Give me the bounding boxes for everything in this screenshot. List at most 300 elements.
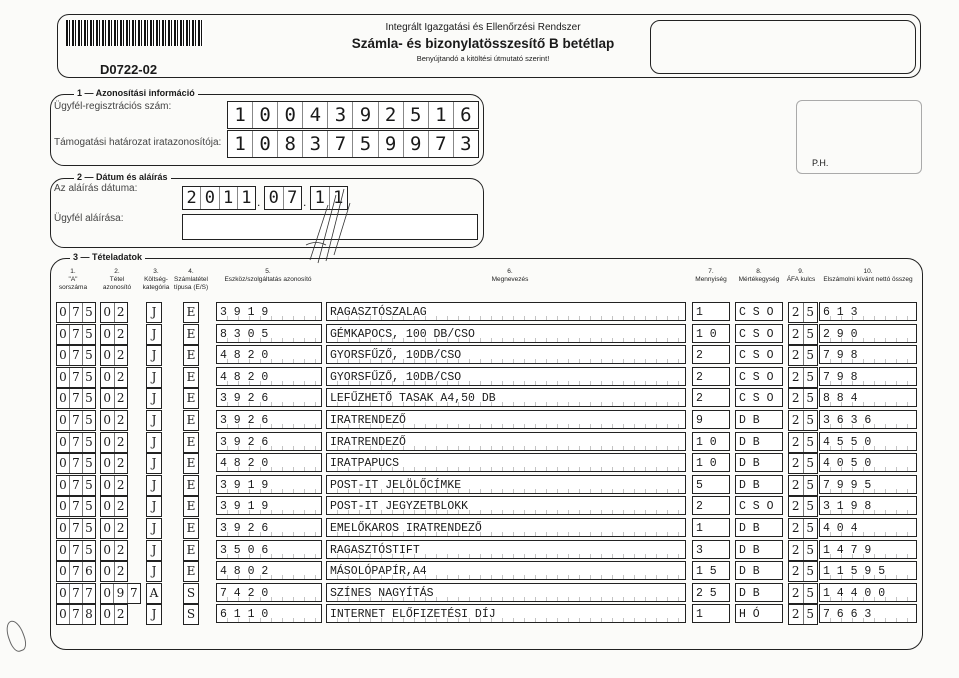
digit-cell: 0 (57, 497, 70, 516)
digit-cell: 2 (379, 102, 404, 128)
row-vat[interactable] (788, 367, 818, 388)
row-amount[interactable]: 1 4 4 0 0 (819, 583, 917, 602)
digit-cell: 1 (220, 187, 238, 209)
row-vat[interactable] (788, 345, 818, 366)
row-unit[interactable]: H Ó (735, 604, 783, 623)
digit-cell: 5 (806, 348, 815, 362)
digit-cell: 7 (70, 411, 83, 430)
digit-cell: 0 (101, 433, 115, 452)
row-type[interactable] (183, 604, 199, 625)
row-category[interactable] (146, 410, 162, 431)
row-type[interactable] (183, 388, 199, 409)
row-item-id[interactable] (100, 410, 128, 431)
digit-cell: 5 (806, 370, 815, 384)
row-unit[interactable]: C S O (735, 345, 783, 364)
digit-cell: 2 (116, 564, 125, 578)
row-item-id[interactable] (100, 432, 128, 453)
row-amount[interactable]: 4 5 5 0 (819, 432, 917, 451)
row-unit[interactable]: D B (735, 410, 783, 429)
row-asset-id[interactable]: 3 9 2 6 (216, 518, 322, 537)
row-a-number[interactable] (56, 475, 96, 496)
digit-cell: 9 (404, 131, 429, 157)
digit-cell: 5 (806, 499, 815, 513)
row-category[interactable] (146, 453, 162, 474)
digit-cell: E (186, 305, 196, 319)
digit-cell: 0 (278, 102, 303, 128)
row-asset-id[interactable]: 8 3 0 5 (216, 324, 322, 343)
digit-cell: E (186, 521, 196, 535)
row-item-id[interactable] (100, 604, 128, 625)
row-quantity[interactable]: 1 0 (692, 324, 730, 343)
digit-cell: 2 (116, 521, 125, 535)
row-type[interactable] (183, 475, 199, 496)
col-header-5: 5. Eszköz/szolgáltatás azonosító (224, 268, 312, 283)
row-category[interactable] (146, 561, 162, 582)
row-vat[interactable] (788, 475, 818, 496)
digit-cell: 7 (70, 541, 83, 560)
row-type[interactable] (183, 302, 199, 323)
col-header-3: 3. Költség- kategória (142, 268, 170, 291)
row-type[interactable] (183, 518, 199, 539)
row-asset-id[interactable]: 4 8 2 0 (216, 367, 322, 386)
digit-cell: 0 (101, 584, 114, 603)
digit-cell: 2 (789, 411, 804, 430)
digit-cell: 5 (85, 327, 93, 341)
row-asset-id[interactable]: 3 9 2 6 (216, 410, 322, 429)
row-item-id[interactable] (100, 388, 128, 409)
row-asset-id[interactable]: 3 9 2 6 (216, 432, 322, 451)
digit-cell: 5 (806, 564, 815, 578)
col-header-10: 10. Elszámolni kívánt nettó összeg (823, 268, 913, 283)
row-amount[interactable]: 7 9 8 (819, 345, 917, 364)
row-vat[interactable] (788, 388, 818, 409)
row-vat[interactable] (788, 496, 818, 517)
row-type[interactable] (183, 367, 199, 388)
digit-cell: 0 (57, 454, 70, 473)
row-amount[interactable]: 7 9 8 (819, 367, 917, 386)
digit-cell: 7 (70, 368, 83, 387)
row-vat[interactable] (788, 518, 818, 539)
row-asset-id[interactable]: 3 5 0 6 (216, 540, 322, 559)
section2-title: 2 — Dátum és aláírás (74, 172, 171, 182)
row-unit[interactable]: C S O (735, 324, 783, 343)
row-vat[interactable] (788, 432, 818, 453)
agency-name: Integrált Igazgatási és Ellenőrzési Rendszer (385, 22, 581, 33)
digit-cell: 0 (101, 411, 115, 430)
digit-cell: 0 (57, 346, 70, 365)
digit-cell: 7 (130, 586, 138, 600)
row-a-number[interactable] (56, 388, 96, 409)
digit-cell: 2 (789, 325, 804, 344)
row-name[interactable]: POST-IT JELÖLŐCÍMKE (326, 475, 686, 494)
row-category[interactable] (146, 496, 162, 517)
row-category[interactable] (146, 432, 162, 453)
row-amount[interactable]: 2 9 0 (819, 324, 917, 343)
row-asset-id[interactable]: 6 1 1 0 (216, 604, 322, 623)
digit-cell: E (186, 543, 196, 557)
digit-cell: J (151, 499, 157, 513)
digit-cell: J (151, 543, 157, 557)
row-name[interactable]: IRATRENDEZŐ (326, 432, 686, 451)
digit-cell: 5 (806, 456, 815, 470)
row-category[interactable] (146, 388, 162, 409)
digit-cell: 2 (789, 476, 804, 495)
digit-cell: 5 (85, 543, 93, 557)
date-month-field[interactable] (264, 186, 302, 210)
row-a-number[interactable] (56, 345, 96, 366)
corner-mark (3, 618, 29, 654)
digit-cell: 0 (265, 187, 284, 209)
header-right-box (650, 20, 916, 74)
row-amount[interactable]: 7 6 6 3 (819, 604, 917, 623)
row-unit[interactable]: D B (735, 583, 783, 602)
row-amount[interactable]: 1 1 5 9 5 (819, 561, 917, 580)
col-header-9: 9. ÁFA kulcs (786, 268, 816, 283)
digit-cell: 5 (806, 543, 815, 557)
digit-cell: 7 (70, 325, 83, 344)
row-a-number[interactable] (56, 432, 96, 453)
grant-id-label: Támogatási határozat iratazonosítója: (54, 137, 222, 148)
date-dot: . (257, 195, 261, 209)
row-quantity[interactable]: 9 (692, 410, 730, 429)
row-name[interactable]: INTERNET ELŐFIZETÉSI DÍJ (326, 604, 686, 623)
row-a-number[interactable] (56, 518, 96, 539)
digit-cell: J (151, 521, 157, 535)
row-item-id[interactable] (100, 302, 128, 323)
row-amount[interactable]: 6 1 3 (819, 302, 917, 321)
digit-cell: 2 (789, 605, 804, 624)
row-name[interactable]: MÁSOLÓPAPÍR,A4 (326, 561, 686, 580)
row-amount[interactable]: 3 1 9 8 (819, 496, 917, 515)
row-quantity[interactable]: 2 5 (692, 583, 730, 602)
row-a-number[interactable] (56, 540, 96, 561)
row-unit[interactable]: D B (735, 432, 783, 451)
digit-cell: 0 (101, 476, 115, 495)
row-name[interactable]: POST-IT JEGYZETBLOKK (326, 496, 686, 515)
digit-cell: 2 (116, 305, 125, 319)
row-asset-id[interactable]: 4 8 2 0 (216, 453, 322, 472)
digit-cell: 0 (101, 519, 115, 538)
row-type[interactable] (183, 453, 199, 474)
row-name[interactable]: IRATPAPUCS (326, 453, 686, 472)
digit-cell: 2 (116, 435, 125, 449)
row-name[interactable]: LEFŰZHETŐ TASAK A4,50 DB (326, 388, 686, 407)
digit-cell: 2 (789, 519, 804, 538)
row-quantity[interactable]: 1 5 (692, 561, 730, 580)
row-category[interactable] (146, 540, 162, 561)
digit-cell: 9 (353, 102, 378, 128)
digit-cell: 9 (379, 131, 404, 157)
row-category[interactable] (146, 604, 162, 625)
row-type[interactable] (183, 540, 199, 561)
row-a-number[interactable] (56, 302, 96, 323)
row-amount[interactable]: 4 0 4 (819, 518, 917, 537)
digit-cell: 0 (253, 102, 278, 128)
row-type[interactable] (183, 324, 199, 345)
digit-cell: E (186, 413, 196, 427)
row-name[interactable]: IRATRENDEZŐ (326, 410, 686, 429)
signature-scribble (300, 185, 360, 265)
row-category[interactable] (146, 302, 162, 323)
row-type[interactable] (183, 432, 199, 453)
digit-cell: 5 (353, 131, 378, 157)
row-a-number[interactable] (56, 583, 96, 604)
row-category[interactable] (146, 583, 162, 604)
digit-cell: J (151, 607, 157, 621)
digit-cell: 7 (287, 188, 298, 208)
row-type[interactable] (183, 583, 199, 604)
digit-cell: 7 (70, 562, 83, 581)
grant-id-field[interactable] (227, 130, 479, 158)
row-asset-id[interactable]: 4 8 0 2 (216, 561, 322, 580)
row-a-number[interactable] (56, 561, 96, 582)
digit-cell: E (186, 499, 196, 513)
digit-cell: E (186, 391, 196, 405)
digit-cell: 0 (101, 346, 115, 365)
digit-cell: 2 (789, 497, 804, 516)
digit-cell: J (151, 327, 157, 341)
row-type[interactable] (183, 561, 199, 582)
row-category[interactable] (146, 367, 162, 388)
digit-cell: 5 (85, 413, 93, 427)
date-year-field[interactable] (182, 186, 256, 210)
row-amount[interactable]: 1 4 7 9 (819, 540, 917, 559)
row-type[interactable] (183, 496, 199, 517)
digit-cell: 1 (333, 188, 344, 208)
digit-cell: J (151, 305, 157, 319)
digit-cell: 7 (70, 605, 83, 624)
row-quantity[interactable]: 2 (692, 367, 730, 386)
digit-cell: 7 (70, 497, 83, 516)
digit-cell: 0 (57, 519, 70, 538)
digit-cell: 0 (57, 584, 70, 603)
digit-cell: 5 (806, 327, 815, 341)
digit-cell: 2 (116, 456, 125, 470)
digit-cell: 2 (116, 478, 125, 492)
row-asset-id[interactable]: 3 9 1 9 (216, 302, 322, 321)
row-unit[interactable]: C S O (735, 302, 783, 321)
row-type[interactable] (183, 345, 199, 366)
digit-cell: J (151, 413, 157, 427)
row-item-id[interactable] (100, 324, 128, 345)
row-name[interactable]: SZÍNES NAGYÍTÁS (326, 583, 686, 602)
row-quantity[interactable]: 1 0 (692, 453, 730, 472)
col-header-4: 4. Számlatétel típusa (E/S) (173, 268, 209, 291)
row-item-id[interactable] (100, 561, 128, 582)
row-unit[interactable]: D B (735, 475, 783, 494)
row-category[interactable] (146, 345, 162, 366)
digit-cell: 8 (278, 131, 303, 157)
digit-cell: 2 (116, 543, 125, 557)
digit-cell: E (186, 327, 196, 341)
digit-cell: 0 (57, 389, 70, 408)
digit-cell: 2 (116, 327, 125, 341)
digit-cell: 1 (311, 187, 330, 209)
row-quantity[interactable]: 1 (692, 302, 730, 321)
col-header-2: 2. Tétel azonosító (102, 268, 132, 291)
row-item-id[interactable] (100, 345, 128, 366)
row-vat[interactable] (788, 453, 818, 474)
row-unit[interactable]: D B (735, 453, 783, 472)
row-unit[interactable]: C S O (735, 367, 783, 386)
digit-cell: 0 (57, 325, 70, 344)
row-quantity[interactable]: 1 0 (692, 432, 730, 451)
digit-cell: 7 (70, 519, 83, 538)
stamp-label: P.H. (812, 158, 829, 168)
digit-cell: 2 (116, 391, 125, 405)
row-vat[interactable] (788, 604, 818, 625)
digit-cell: 0 (101, 368, 115, 387)
row-name[interactable]: RAGASZTÓSZALAG (326, 302, 686, 321)
row-amount[interactable]: 7 9 9 5 (819, 475, 917, 494)
digit-cell: 1 (241, 188, 252, 208)
digit-cell: 5 (85, 305, 93, 319)
digit-cell: J (151, 391, 157, 405)
digit-cell: E (186, 348, 196, 362)
digit-cell: 2 (789, 389, 804, 408)
col-header-6: 6. Megnevezés (491, 268, 529, 283)
digit-cell: 2 (789, 562, 804, 581)
row-category[interactable] (146, 518, 162, 539)
row-name[interactable]: GYORSFŰZŐ, 10DB/CSO (326, 345, 686, 364)
digit-cell: 0 (57, 476, 70, 495)
digit-cell: 2 (789, 584, 804, 603)
digit-cell: 0 (101, 562, 115, 581)
row-quantity[interactable]: 2 (692, 345, 730, 364)
row-quantity[interactable]: 1 (692, 518, 730, 537)
digit-cell: 7 (70, 346, 83, 365)
row-asset-id[interactable]: 3 9 2 6 (216, 388, 322, 407)
row-amount[interactable]: 3 6 3 6 (819, 410, 917, 429)
row-category[interactable] (146, 324, 162, 345)
client-id-field[interactable] (227, 101, 479, 129)
digit-cell: 5 (806, 521, 815, 535)
row-name[interactable]: RAGASZTÓSTIFT (326, 540, 686, 559)
row-a-number[interactable] (56, 453, 96, 474)
digit-cell: 0 (57, 303, 70, 322)
signature-label: Ügyfél aláírása: (54, 213, 124, 224)
digit-cell: 1 (228, 102, 253, 128)
digit-cell: 0 (101, 303, 115, 322)
row-category[interactable] (146, 475, 162, 496)
digit-cell: 3 (328, 102, 353, 128)
digit-cell: 5 (806, 586, 815, 600)
row-unit[interactable]: C S O (735, 388, 783, 407)
col-header-7: 7. Mennyiség (695, 268, 727, 283)
row-item-id[interactable] (100, 475, 128, 496)
row-asset-id[interactable]: 4 8 2 0 (216, 345, 322, 364)
digit-cell: A (149, 586, 159, 600)
digit-cell: 5 (85, 435, 93, 449)
row-amount[interactable]: 4 0 5 0 (819, 453, 917, 472)
digit-cell: E (186, 435, 196, 449)
row-quantity[interactable]: 2 (692, 496, 730, 515)
section1-title: 1 — Azonosítási információ (74, 88, 198, 98)
row-item-id[interactable] (100, 453, 128, 474)
digit-cell: 0 (201, 187, 219, 209)
row-vat[interactable] (788, 410, 818, 431)
row-asset-id[interactable]: 3 9 1 9 (216, 475, 322, 494)
row-item-id[interactable] (100, 518, 128, 539)
digit-cell: 0 (101, 541, 115, 560)
barcode (66, 20, 204, 46)
digit-cell: 5 (85, 456, 93, 470)
digit-cell: 0 (57, 433, 70, 452)
row-a-number[interactable] (56, 367, 96, 388)
digit-cell: 5 (85, 391, 93, 405)
row-vat[interactable] (788, 540, 818, 561)
row-amount[interactable]: 8 8 4 (819, 388, 917, 407)
row-a-number[interactable] (56, 496, 96, 517)
row-a-number[interactable] (56, 410, 96, 431)
row-unit[interactable]: C S O (735, 496, 783, 515)
digit-cell: 7 (429, 131, 454, 157)
digit-cell: 5 (806, 413, 815, 427)
row-unit[interactable]: D B (735, 540, 783, 559)
row-vat[interactable] (788, 561, 818, 582)
digit-cell: 2 (116, 370, 125, 384)
row-asset-id[interactable]: 7 4 2 0 (216, 583, 322, 602)
form-subtitle: Benyújtandó a kitöltési útmutató szerint! (416, 54, 550, 63)
row-name[interactable]: EMELŐKAROS IRATRENDEZŐ (326, 518, 686, 537)
row-quantity[interactable]: 1 (692, 604, 730, 623)
digit-cell: 5 (806, 391, 815, 405)
row-a-number[interactable] (56, 324, 96, 345)
digit-cell: 7 (70, 433, 83, 452)
digit-cell: E (186, 564, 196, 578)
row-quantity[interactable]: 3 (692, 540, 730, 559)
row-item-id[interactable] (100, 367, 128, 388)
date-dot: . (303, 195, 307, 209)
row-unit[interactable]: D B (735, 561, 783, 580)
row-item-id[interactable] (100, 496, 128, 517)
digit-cell: J (151, 348, 157, 362)
row-quantity[interactable]: 2 (692, 388, 730, 407)
client-id-label: Ügyfél-regisztrációs szám: (54, 101, 172, 112)
digit-cell: 5 (806, 607, 815, 621)
digit-cell: 7 (85, 586, 93, 600)
row-vat[interactable] (788, 324, 818, 345)
digit-cell: 3 (303, 131, 328, 157)
digit-cell: 0 (57, 562, 70, 581)
digit-cell: 5 (85, 478, 93, 492)
row-item-id[interactable] (100, 540, 128, 561)
row-quantity[interactable]: 5 (692, 475, 730, 494)
digit-cell: 0 (253, 131, 278, 157)
row-item-id[interactable] (100, 583, 141, 604)
digit-cell: 7 (70, 454, 83, 473)
row-vat[interactable] (788, 302, 818, 323)
digit-cell: 0 (57, 541, 70, 560)
digit-cell: 5 (404, 102, 429, 128)
digit-cell: 1 (228, 131, 253, 157)
digit-cell: 0 (101, 325, 115, 344)
row-unit[interactable]: D B (735, 518, 783, 537)
digit-cell: 2 (116, 607, 125, 621)
digit-cell: E (186, 370, 196, 384)
digit-cell: 2 (789, 433, 804, 452)
row-a-number[interactable] (56, 604, 96, 625)
row-name[interactable]: GYORSFŰZŐ, 10DB/CSO (326, 367, 686, 386)
digit-cell: 8 (85, 607, 93, 621)
digit-cell: 7 (70, 389, 83, 408)
row-type[interactable] (183, 410, 199, 431)
row-asset-id[interactable]: 3 9 1 9 (216, 496, 322, 515)
digit-cell: 2 (789, 303, 804, 322)
row-vat[interactable] (788, 583, 818, 604)
row-name[interactable]: GÉMKAPOCS, 100 DB/CSO (326, 324, 686, 343)
digit-cell: 2 (116, 348, 125, 362)
